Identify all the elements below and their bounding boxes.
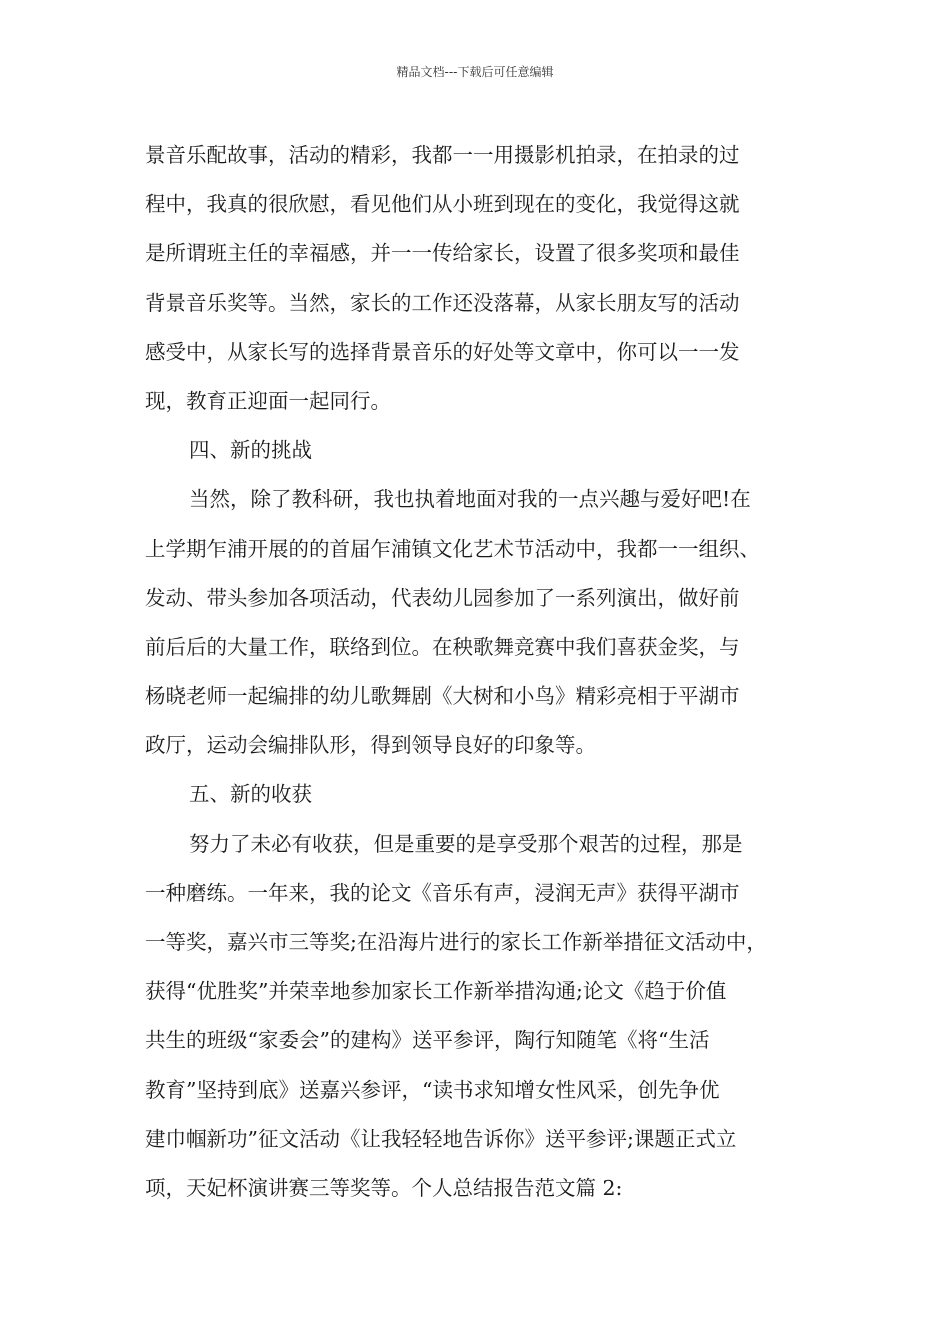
text-line: 建巾帼新功”征文活动《让我轻轻地告诉你》送平参评;课题正式立 [145, 1126, 737, 1151]
text-line: 获得“优胜奖”并荣幸地参加家长工作新举措沟通;论文《趋于价值 [145, 979, 727, 1004]
page-header: 精品文档---下载后可任意编辑 [396, 65, 554, 79]
text-line: 程中，我真的很欣慰，看见他们从小班到现在的变化，我觉得这就 [145, 192, 740, 217]
text-line: 背景音乐奖等。当然，家长的工作还没落幕，从家长朋友写的活动 [145, 290, 740, 315]
text-line: 项，天妃杯演讲赛三等奖等。个人总结报告范文篇 2: [145, 1175, 623, 1200]
text-line: 前后后的大量工作，联络到位。在秧歌舞竞赛中我们喜获金奖，与 [145, 634, 740, 659]
document-body [145, 131, 820, 1213]
section-heading: 五、新的收获 [189, 782, 312, 807]
text-line: 杨晓老师一起编排的幼儿歌舞剧《大树和小鸟》精彩亮相于平湖市 [145, 684, 740, 709]
text-line: 共生的班级“家委会”的建构》送平参评，陶行知随笔《将“生活 [145, 1028, 710, 1053]
text-line: 景音乐配故事，活动的精彩，我都一一用摄影机拍录，在拍录的过 [145, 143, 740, 167]
section-heading: 四、新的挑战 [189, 438, 312, 463]
text-line: 教育”坚持到底》送嘉兴参评，“读书求知增女性风采，创先争优 [145, 1077, 720, 1102]
text-line: 一等奖，嘉兴市三等奖;在沿海片进行的家长工作新举措征文活动中， [145, 930, 767, 954]
text-line: 政厅，运动会编排队形，得到领导良好的印象等。 [145, 733, 596, 758]
text-line: 上学期乍浦开展的的首届乍浦镇文化艺术节活动中，我都一一组织、 [145, 536, 760, 561]
text-line: 感受中，从家长写的选择背景音乐的好处等文章中，你可以一一发 [145, 339, 740, 364]
text-line: 是所谓班主任的幸福感，并一一传给家长，设置了很多奖项和最佳 [145, 241, 740, 266]
text-line: 一种磨练。一年来，我的论文《音乐有声，浸润无声》获得平湖市 [145, 880, 740, 905]
text-line: 发动、带头参加各项活动，代表幼儿园参加了一系列演出，做好前 [145, 585, 740, 610]
text-line: 努力了未必有收获，但是重要的是享受那个艰苦的过程，那是 [189, 831, 743, 856]
text-line: 当然，除了教科研，我也执着地面对我的一点兴趣与爱好吧!在 [189, 487, 751, 512]
text-line: 现，教育正迎面一起同行。 [145, 388, 391, 413]
